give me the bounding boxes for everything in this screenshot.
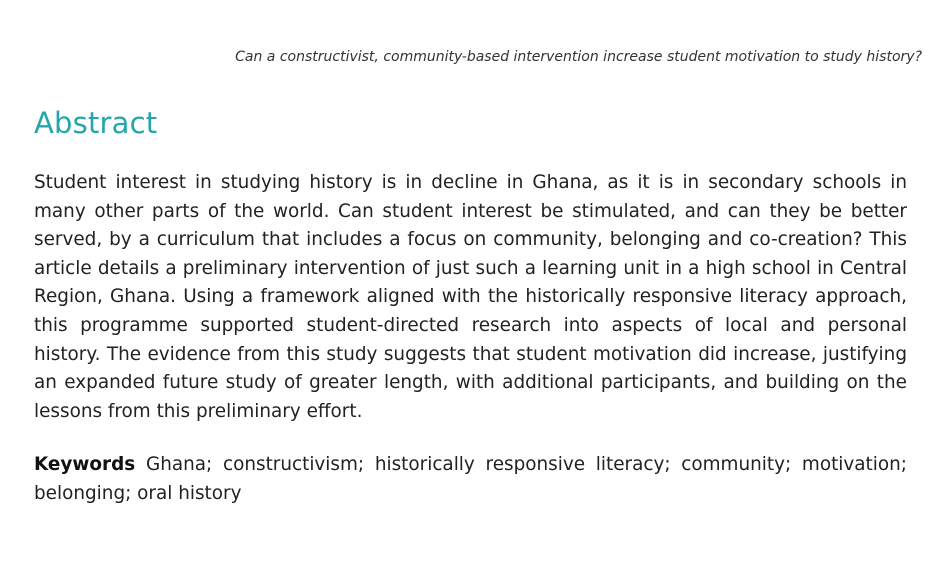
abstract-heading: Abstract <box>34 106 158 140</box>
keywords-label: Keywords <box>34 454 136 475</box>
keywords-list: Ghana; constructivism; historically responsive literacy; community; motivation; belonging; oral history <box>34 454 907 504</box>
running-header-title: Can a constructivist, community-based intervention increase student motivation to study history? <box>235 49 922 65</box>
abstract-body: Student interest in studying history is in decline in Ghana, as it is in secondary schools in many other parts of the world. Can student interest be stimulated, and can they be better served, by a curriculum that includes a focus on community, belonging and co-creation? This article details a preliminary intervention of just such a learning unit in a high school in Central Region, Ghana. Using a framework aligned with the historically responsive literacy approach, this programme supported student-directed research into aspects of local and personal history. The evidence from this study suggests that student motivation did increase, justifying an expanded future study of greater length, with additional participants, and building on the lessons from this preliminary effort. <box>34 172 907 422</box>
keywords-paragraph <box>34 451 907 508</box>
